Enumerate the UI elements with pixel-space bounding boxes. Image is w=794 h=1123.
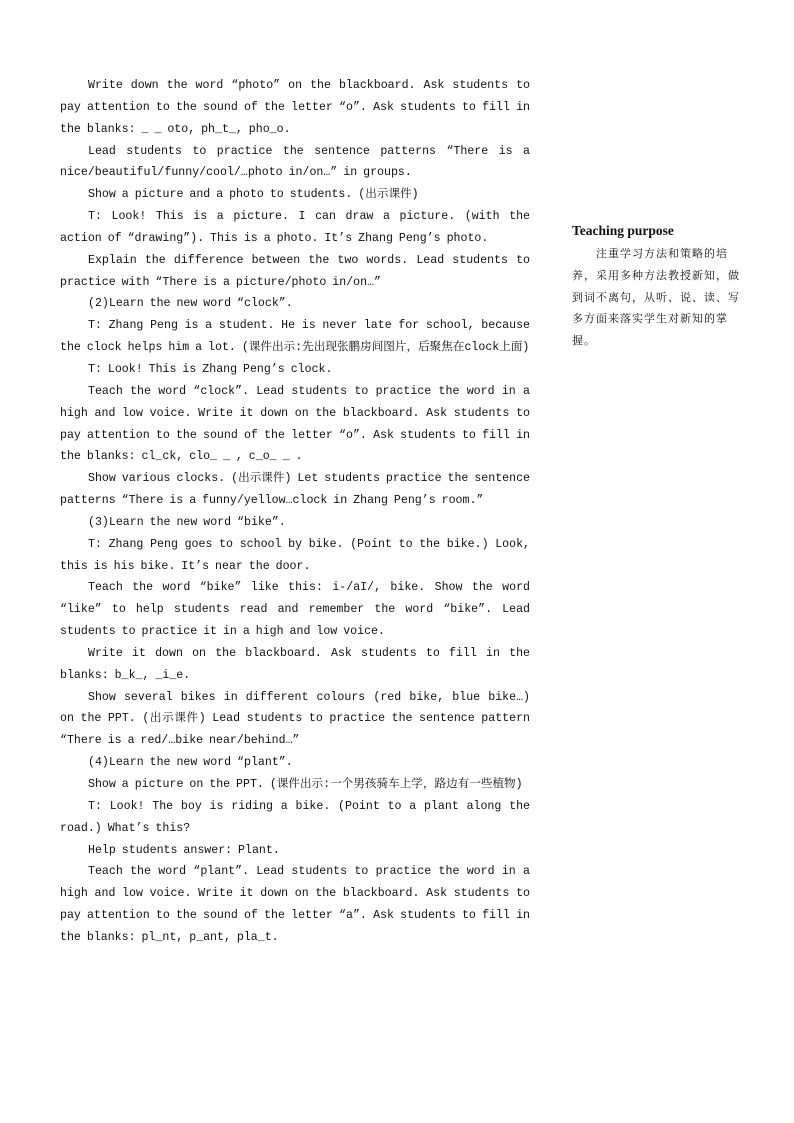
- paragraph: Show a picture on the PPT. (课件出示:一个男孩骑车上学，路边有一些植物): [88, 778, 523, 791]
- paragraph: Show various clocks. (出示课件) Let students practice the sentence patterns “There is a funny/yellow…clock in Zhang Peng’s room.”: [60, 472, 530, 508]
- section-heading: (4)Learn the new word “plant”.: [88, 756, 293, 770]
- lesson-procedure-text: [60, 75, 530, 949]
- paragraph: Explain the difference between the two words. Lead students to practice with “There is a picture/photo in/on…”: [60, 253, 530, 289]
- teaching-purpose-note: [572, 220, 744, 352]
- paragraph: Help students answer: Plant.: [88, 843, 280, 857]
- sidebar-title: Teaching purpose: [572, 223, 674, 238]
- paragraph: T: Look! The boy is riding a bike. (Point to a plant along the road.) What’s this?: [60, 799, 530, 835]
- paragraph: T: Look! This is Zhang Peng’s clock.: [88, 362, 333, 376]
- sidebar-text: 注重学习方法和策略的培养，采用多种方法教授新知，做到词不离句，从听、说、读、写多方面来落实学生对新知的掌握。: [572, 247, 740, 348]
- paragraph: Show a picture and a photo to students. (出示课件): [88, 188, 419, 202]
- paragraph: Show several bikes in different colours (red bike, blue bike…) on the PPT. (出示课件) Lead students to practice the sentence pattern “There is a red/…bike near/behind…”: [60, 690, 530, 748]
- paragraph: Teach the word “plant”. Lead students to practice the word in a high and low voice. Write it down on the blackboard. Ask students to pay attention to the sound of the letter “a”. Ask students to fill in the blanks: pl_nt, p_ant, pla_t.: [60, 865, 530, 944]
- paragraph: T: Zhang Peng goes to school by bike. (Point to the bike.) Look, this is his bike. It’s near the door.: [60, 537, 530, 573]
- section-heading: (2)Learn the new word “clock”.: [88, 297, 293, 311]
- paragraph: Teach the word “bike” like this: i-/aI/, bike. Show the word “like” to help students read and remember the word “bike”. Lead students to practice it in a high and low voice.: [60, 581, 530, 639]
- paragraph: Lead students to practice the sentence patterns “There is a nice/beautiful/funny/cool/…photo in/on…” in groups.: [60, 144, 530, 180]
- paragraph: Write down the word “photo” on the blackboard. Ask students to pay attention to the sound of the letter “o”. Ask students to fill in the blanks: _ _ oto, ph_t_, pho_o.: [60, 79, 530, 136]
- paragraph: T: Zhang Peng is a student. He is never late for school, because the clock helps him a lot. (课件出示:先出现张鹏房间图片，后聚焦在clock上面): [60, 319, 530, 355]
- paragraph: Write it down on the blackboard. Ask students to fill in the blanks: b_k_, _i_e.: [60, 646, 530, 682]
- paragraph: Teach the word “clock”. Lead students to practice the word in a high and low voice. Write it down on the blackboard. Ask students to pay attention to the sound of the letter “o”. Ask students to fill in the blanks: cl_ck, clo_ _ , c_o_ _ .: [60, 384, 530, 464]
- section-heading: (3)Learn the new word “bike”.: [88, 515, 286, 529]
- paragraph: T: Look! This is a picture. I can draw a picture. (with the action of “drawing”). This is a photo. It’s Zhang Peng’s photo.: [60, 210, 530, 245]
